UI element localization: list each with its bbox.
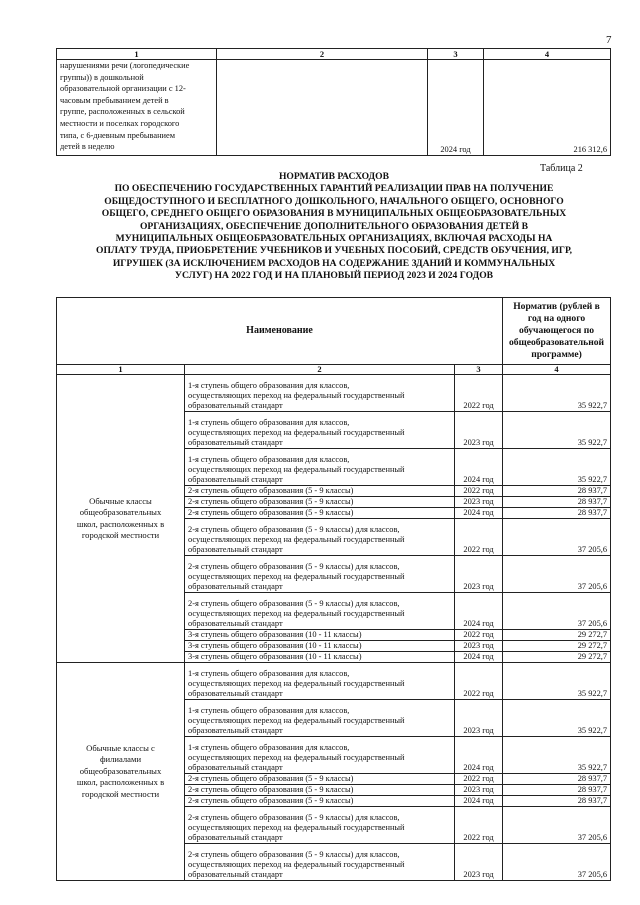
col-number-4: 4 [484,49,611,60]
year-cell: 2023 год [455,641,503,652]
group-name-line: городской местности [81,530,160,540]
education-level-line: 2-я ступень общего образования (5 - 9 классы) [188,785,354,794]
group-name [57,375,185,663]
year-cell: 2024 год [455,652,503,663]
norm-value-cell: 28 937,7 [503,785,611,796]
education-level-line: 2-я ступень общего образования (5 - 9 классы) для классов, [188,813,400,822]
education-level-line: образовательный стандарт [188,401,283,410]
education-level-line: 2-я ступень общего образования (5 - 9 классы) для классов, [188,562,400,571]
group-name-line: городской местности [81,788,160,799]
group-name-line: школ, расположенных в [76,777,165,788]
header-norm-line: обучающегося по [519,325,595,336]
norm-value-cell: 37 205,6 [503,593,611,630]
norm-value-cell: 37 205,6 [503,556,611,593]
norm-value-cell: 35 922,7 [503,412,611,449]
education-level-line: 3-я ступень общего образования (10 - 11 классы) [188,641,362,650]
year-cell: 2022 год [455,807,503,844]
title-heading: НОРМАТИВ РАСХОДОВ [278,171,390,182]
group-name-line: школ, расположенных в [76,518,165,529]
norm-value-cell: 28 937,7 [503,796,611,807]
year-cell: 2024 год [455,593,503,630]
education-level-cell [185,641,455,652]
group-name-line: Обычные классы с [86,742,155,753]
column-number-row [57,365,611,375]
education-level-line: образовательный стандарт [188,763,283,772]
education-level-line: 2-я ступень общего образования (5 - 9 классы) [188,486,354,495]
header-norm-line: Норматив (рублей в [513,301,600,312]
description-line: местности и поселках городского [60,118,180,128]
norm-value-cell: 29 272,7 [503,652,611,663]
education-level-line: образовательный стандарт [188,475,283,484]
title-line: ОБЩЕГО, СРЕДНЕГО ОБЩЕГО ОБРАЗОВАНИЯ В МУНИЦИПАЛЬНЫХ ОБЩЕОБРАЗОВАТЕЛЬНЫХ [101,208,567,220]
education-level-line: 1-я ступень общего образования для классов, [188,669,350,678]
title-line: ПО ОБЕСПЕЧЕНИЮ ГОСУДАРСТВЕННЫХ ГАРАНТИЙ РЕАЛИЗАЦИИ ПРАВ НА ПОЛУЧЕНИЕ [114,183,554,195]
education-level-cell [185,519,455,556]
document-title [60,171,608,283]
education-level-cell [185,630,455,641]
year-cell: 2022 год [455,375,503,412]
table-row [57,60,611,156]
norm-value-cell: 37 205,6 [503,844,611,881]
norm-value-cell: 35 922,7 [503,663,611,700]
group-name-line: филиалами [99,754,142,765]
norm-value-cell: 28 937,7 [503,497,611,508]
education-level-line: образовательный стандарт [188,833,283,842]
education-level-line: 2-я ступень общего образования (5 - 9 классы) для классов, [188,599,400,608]
table-label: Таблица 2 [540,163,583,174]
title-line: УСЛУГ) НА 2022 ГОД И НА ПЛАНОВЫЙ ПЕРИОД 2023 И 2024 ГОДОВ [174,270,494,282]
table-header-row [57,298,611,365]
education-level-line: осуществляющих переход на федеральный государственный [188,391,405,400]
col-number-1: 1 [57,365,185,375]
education-level-cell [185,652,455,663]
norm-value-cell: 35 922,7 [503,375,611,412]
education-level-cell [185,449,455,486]
education-level-line: образовательный стандарт [188,726,283,735]
norm-value-cell: 29 272,7 [503,641,611,652]
table-row [57,375,611,412]
education-level-cell [185,737,455,774]
education-level-line: осуществляющих переход на федеральный государственный [188,860,405,869]
education-level-line: 1-я ступень общего образования для классов, [188,743,350,752]
description-line: типа, с 6-дневным пребыванием [60,130,176,140]
header-name: Наименование [57,298,503,365]
year-cell: 2024 год [455,449,503,486]
table-row [57,663,611,700]
education-level-line: образовательный стандарт [188,619,283,628]
year-cell: 2024 год [455,796,503,807]
row-value: 216 312,6 [484,60,611,156]
education-level-line: 2-я ступень общего образования (5 - 9 классы) [188,497,354,506]
norm-value-cell: 35 922,7 [503,700,611,737]
norm-value-cell: 37 205,6 [503,519,611,556]
education-level-line: осуществляющих переход на федеральный государственный [188,572,405,581]
year-cell: 2023 год [455,556,503,593]
education-level-line: осуществляющих переход на федеральный государственный [188,753,405,762]
title-line: МУНИЦИПАЛЬНЫХ ОБЩЕОБРАЗОВАТЕЛЬНЫХ ОРГАНИЗАЦИЯХ, ВКЛЮЧАЯ РАСХОДЫ НА [115,233,553,245]
header-norm-line: программе) [531,349,582,360]
education-level-cell [185,497,455,508]
norm-value-cell: 37 205,6 [503,807,611,844]
education-level-cell [185,700,455,737]
education-level-line: 1-я ступень общего образования для классов, [188,706,350,715]
education-level-line: 3-я ступень общего образования (10 - 11 классы) [188,652,362,661]
group-name-line: общеобразовательных [79,507,162,517]
title-line: ОРГАНИЗАЦИЯХ, ОБЕСПЕЧЕНИЕ ДОПОЛНИТЕЛЬНОГО ОБРАЗОВАНИЯ ДЕТЕЙ В [139,220,529,232]
group-name [57,663,185,881]
year-cell: 2024 год [455,508,503,519]
col-number-1: 1 [57,49,217,60]
education-level-line: 1-я ступень общего образования для классов, [188,455,350,464]
year-cell: 2023 год [455,700,503,737]
education-level-cell [185,844,455,881]
norm-value-cell: 35 922,7 [503,737,611,774]
education-level-cell [185,593,455,630]
education-level-cell [185,663,455,700]
description-line: нарушениями речи (логопедические [60,61,190,70]
year-cell: 2023 год [455,497,503,508]
description-line: детей в неделю [60,142,115,152]
col-number-3: 3 [428,49,484,60]
year-cell: 2022 год [455,486,503,497]
education-level-line: осуществляющих переход на федеральный государственный [188,465,405,474]
header-norm-line: год на одного [527,313,586,324]
education-level-cell [185,375,455,412]
year-cell: 2023 год [455,412,503,449]
education-level-line: осуществляющих переход на федеральный государственный [188,716,405,725]
year-cell: 2023 год [455,785,503,796]
header-norm [503,298,611,365]
norm-value-cell: 28 937,7 [503,774,611,785]
education-level-line: 2-я ступень общего образования (5 - 9 классы) [188,796,354,805]
norm-value-cell: 28 937,7 [503,486,611,497]
education-level-line: образовательный стандарт [188,582,283,591]
description-line: образовательной организации с 12- [60,84,186,94]
education-level-cell [185,796,455,807]
column-number-row [57,49,611,60]
group-name-line: общеобразовательных [79,765,162,776]
col-number-2: 2 [217,49,428,60]
education-level-line: образовательный стандарт [188,870,283,879]
year-cell: 2022 год [455,663,503,700]
education-level-line: 1-я ступень общего образования для классов, [188,418,350,427]
row-content-empty [217,60,428,156]
education-level-line: образовательный стандарт [188,545,283,554]
row-description [57,60,217,156]
year-cell: 2022 год [455,630,503,641]
education-level-line: образовательный стандарт [188,438,283,447]
education-level-line: 2-я ступень общего образования (5 - 9 классы) для классов, [188,850,400,859]
description-line: группе, расположенных в сельской [60,107,185,117]
title-line: ОПЛАТУ ТРУДА, ПРИОБРЕТЕНИЕ УЧЕБНИКОВ И УЧЕБНЫХ ПОСОБИЙ, СРЕДСТВ ОБУЧЕНИЯ, ИГР, [95,245,573,257]
education-level-line: образовательный стандарт [188,689,283,698]
education-level-line: осуществляющих переход на федеральный государственный [188,823,405,832]
year-cell: 2024 год [455,737,503,774]
description-line: группы)) в дошкольной [60,72,144,82]
education-level-cell [185,508,455,519]
year-cell: 2022 год [455,774,503,785]
education-level-line: 3-я ступень общего образования (10 - 11 классы) [188,630,362,639]
education-level-cell [185,556,455,593]
header-norm-line: общеобразовательной [509,337,605,348]
description-line: часовым пребыванием детей в [60,95,169,105]
education-level-line: 1-я ступень общего образования для классов, [188,381,350,390]
continued-table [56,48,611,156]
norm-value-cell: 28 937,7 [503,508,611,519]
education-level-line: 2-я ступень общего образования (5 - 9 классы) для классов, [188,525,400,534]
education-level-cell [185,486,455,497]
row-year: 2024 год [428,60,484,156]
education-level-line: осуществляющих переход на федеральный государственный [188,428,405,437]
title-line: ИГРУШЕК (ЗА ИСКЛЮЧЕНИЕМ РАСХОДОВ НА СОДЕРЖАНИЕ ЗДАНИЙ И КОММУНАЛЬНЫХ [112,257,556,269]
year-cell: 2022 год [455,519,503,556]
education-level-line: осуществляющих переход на федеральный государственный [188,535,405,544]
education-level-line: 2-я ступень общего образования (5 - 9 классы) [188,508,354,517]
title-line: ОБЩЕДОСТУПНОГО И БЕСПЛАТНОГО ДОШКОЛЬНОГО, НАЧАЛЬНОГО ОБЩЕГО, ОСНОВНОГО [104,195,564,207]
page-number: 7 [606,34,612,46]
norm-value-cell: 35 922,7 [503,449,611,486]
education-level-cell [185,785,455,796]
education-level-line: 2-я ступень общего образования (5 - 9 классы) [188,774,354,783]
col-number-4: 4 [503,365,611,375]
year-cell: 2023 год [455,844,503,881]
group-name-line: Обычные классы [89,495,152,506]
norm-table [56,297,611,881]
education-level-cell [185,412,455,449]
education-level-cell [185,807,455,844]
education-level-line: осуществляющих переход на федеральный государственный [188,679,405,688]
norm-value-cell: 29 272,7 [503,630,611,641]
education-level-cell [185,774,455,785]
education-level-line: осуществляющих переход на федеральный государственный [188,609,405,618]
col-number-3: 3 [455,365,503,375]
col-number-2: 2 [185,365,455,375]
